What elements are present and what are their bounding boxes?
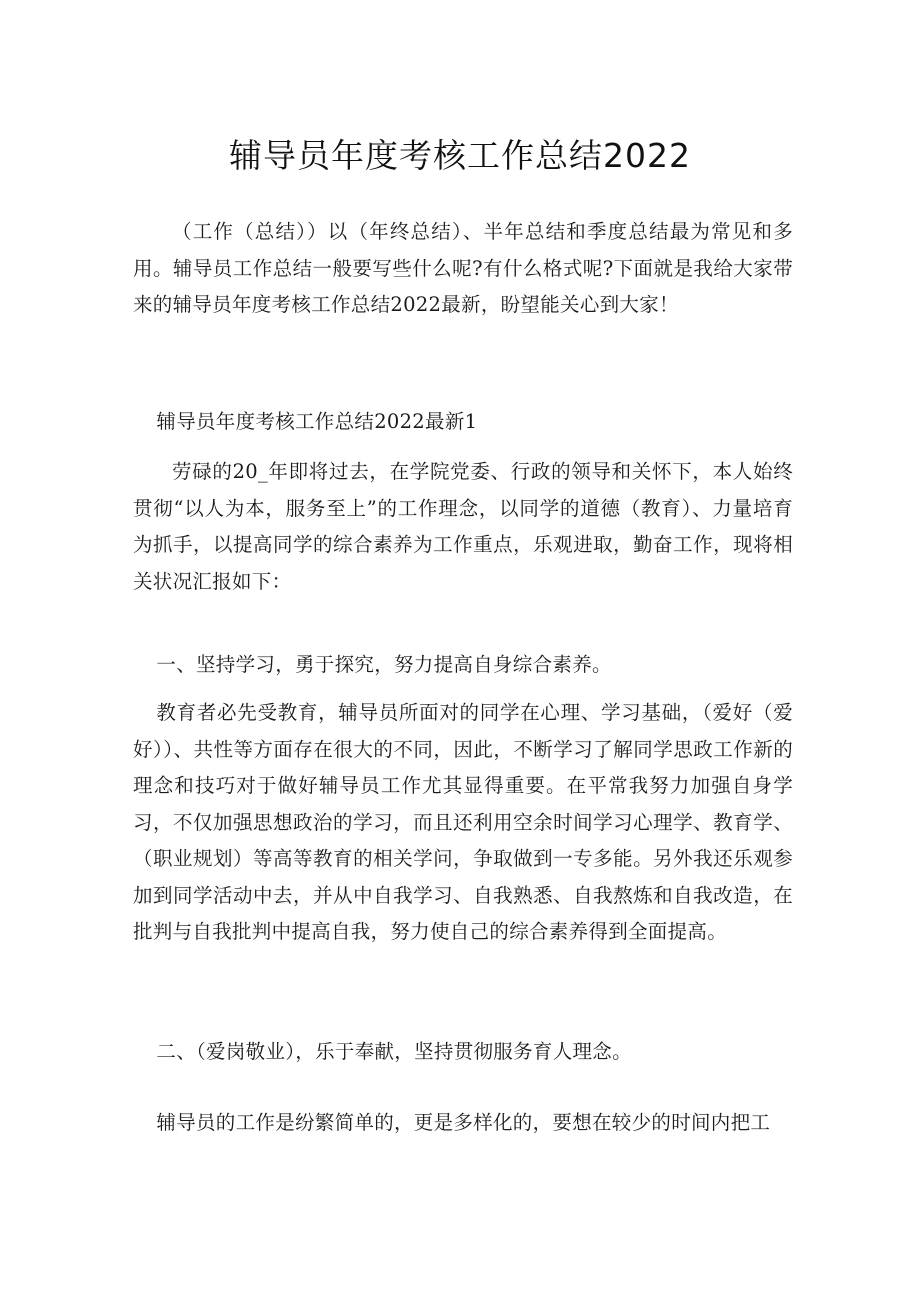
section-heading: 辅导员年度考核工作总结2022最新1 (156, 410, 478, 433)
document-title: 辅导员年度考核工作总结2022 (229, 136, 691, 175)
subsection-heading: 一、坚持学习，勇于探究，努力提高自身综合素养。 (156, 653, 612, 676)
body-paragraph: 教育者必先受教育，辅导员所面对的同学在心理、学习基础，（爱好（爱好））、共性等方面存在很大的不同，因此，不断学习了解同学思政工作新的理念和技巧对于做好辅导员工作尤其显得重要。在平常我努力加强自身学习，不仅加强思想政治的学习，而且还利用空余时间学习心理学、教育学、（职业规划）等高等教育的相关学问，争取做到一专多能。另外我还乐观参加到同学活动中去，并从中自我学习、自我熟悉、自我熬炼和自我改造，在批判与自我批判中提高自我，努力使自己的综合素养得到全面提高。 (133, 701, 793, 943)
subsection-heading: 二、（爱岗敬业），乐于奉献，坚持贯彻服务育人理念。 (156, 1040, 632, 1063)
intro-paragraph: （工作（总结））以（年终总结）、半年总结和季度总结最为常见和多用。辅导员工作总结一般要写些什么呢?有什么格式呢?下面就是我给大家带来的辅导员年度考核工作总结2022最新，盼望能关心到大家！ (133, 220, 793, 316)
body-paragraph: 辅导员的工作是纷繁简单的，更是多样化的，要想在较少的时间内把工 (156, 1111, 771, 1134)
body-paragraph: 劳碌的20_年即将过去，在学院党委、行政的领导和关怀下，本人始终贯彻“以人为本，服务至上”的工作理念，以同学的道德（教育）、力量培育为抓手，以提高同学的综合素养为工作重点，乐观进取，勤奋工作，现将相关状况汇报如下： (133, 460, 793, 593)
